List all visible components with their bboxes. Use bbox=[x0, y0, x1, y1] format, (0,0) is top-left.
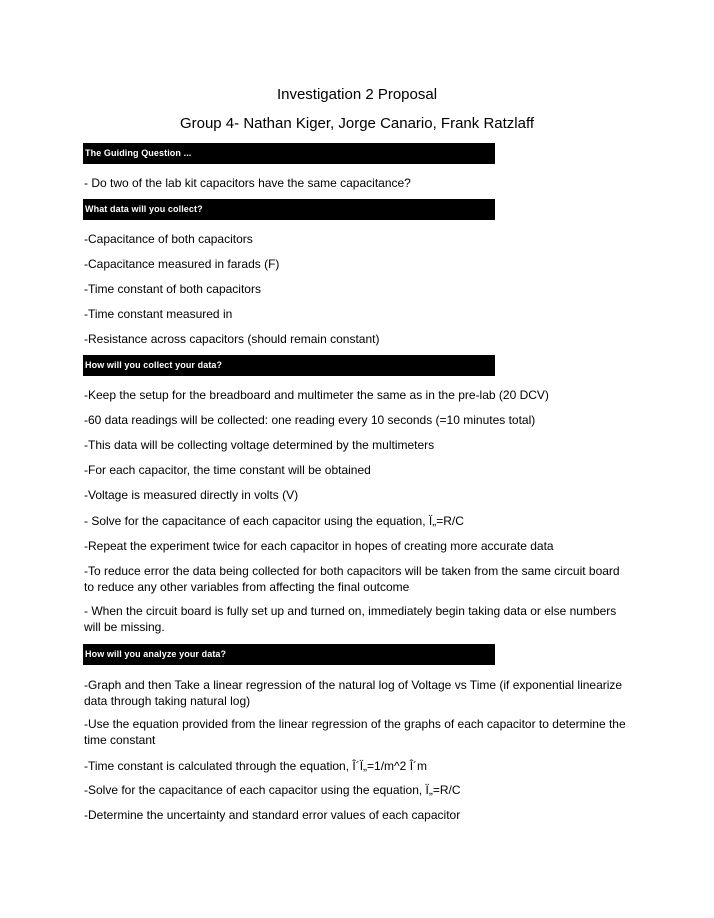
list-item: -Time constant is calculated through the equation, Î´Ï„=1/m^2 Î´m bbox=[84, 759, 428, 773]
section-header-analyze: How will you analyze your data? bbox=[83, 644, 495, 665]
list-item: -Voltage is measured directly in volts (V) bbox=[84, 488, 299, 502]
list-item: -Determine the uncertainty and standard error values of each capacitor bbox=[84, 808, 461, 822]
list-item: -60 data readings will be collected: one reading every 10 seconds (=10 minutes total) bbox=[84, 413, 536, 427]
list-item: - Do two of the lab kit capacitors have the same capacitance? bbox=[84, 176, 411, 190]
list-item: -This data will be collecting voltage determined by the multimeters bbox=[84, 438, 435, 452]
list-item: -Time constant measured in bbox=[84, 307, 233, 321]
list-item: -Capacitance measured in farads (F) bbox=[84, 257, 280, 271]
list-item: -Use the equation provided from the linear regression of the graphs of each capacitor to determine the time constant bbox=[84, 717, 626, 747]
list-item: -Resistance across capacitors (should remain constant) bbox=[84, 332, 380, 346]
list-item: -For each capacitor, the time constant will be obtained bbox=[84, 463, 371, 477]
list-item: -Keep the setup for the breadboard and multimeter the same as in the pre-lab (20 DCV) bbox=[84, 388, 549, 402]
list-item: -Solve for the capacitance of each capacitor using the equation, Ï„=R/C bbox=[84, 783, 461, 797]
list-item: -Graph and then Take a linear regression of the natural log of Voltage vs Time (if exponential linearize data through taking natural log) bbox=[84, 678, 623, 708]
list-item: - Solve for the capacitance of each capacitor using the equation, Ï„=R/C bbox=[84, 514, 464, 528]
page-subtitle: Group 4- Nathan Kiger, Jorge Canario, Frank Ratzlaff bbox=[179, 115, 535, 132]
list-item: -Time constant of both capacitors bbox=[84, 282, 261, 296]
list-item: -Capacitance of both capacitors bbox=[84, 232, 253, 246]
page-title: Investigation 2 Proposal bbox=[276, 86, 438, 103]
list-item: - When the circuit board is fully set up and turned on, immediately begin taking data or else numbers will be missing. bbox=[84, 604, 617, 634]
list-item: -Repeat the experiment twice for each capacitor in hopes of creating more accurate data bbox=[84, 539, 554, 553]
list-item: -To reduce error the data being collected for both capacitors will be taken from the same circuit board to reduce any other variables from affecting the final outcome bbox=[84, 564, 620, 594]
section-header-data-collect: What data will you collect? bbox=[83, 199, 495, 220]
section-header-collect-method: How will you collect your data? bbox=[83, 355, 495, 376]
section-header-guiding-question: The Guiding Question ... bbox=[83, 143, 495, 164]
